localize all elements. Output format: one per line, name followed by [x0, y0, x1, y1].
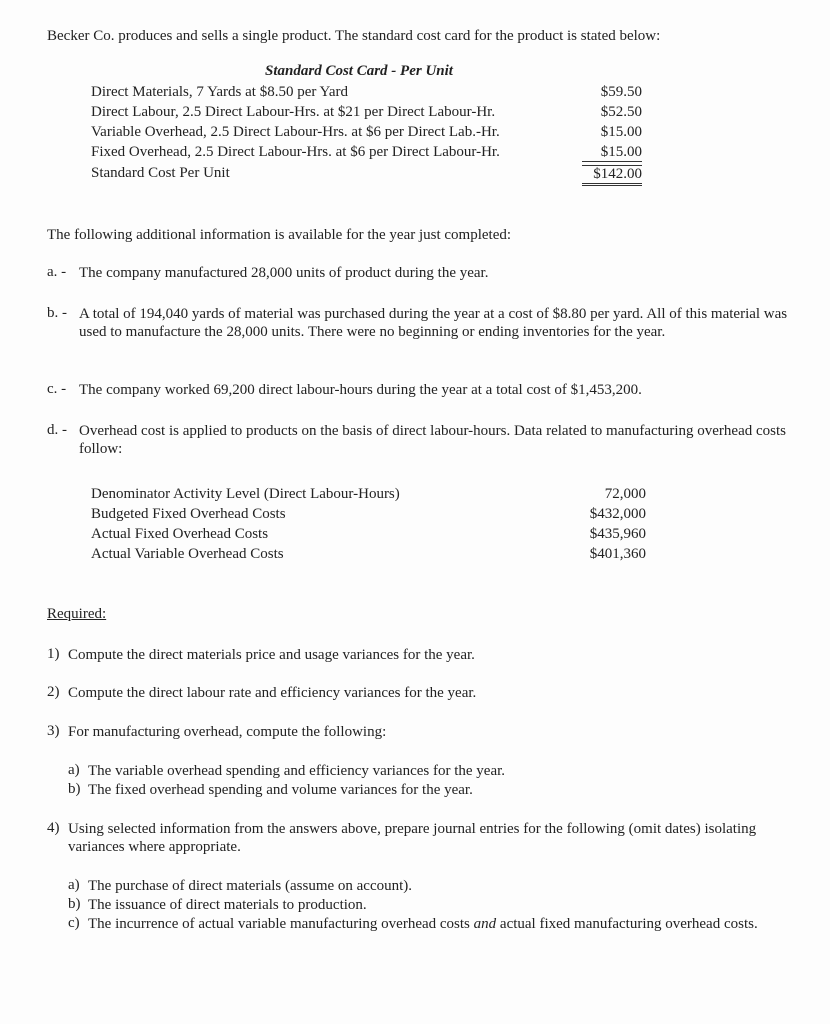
- overhead-label: Actual Variable Overhead Costs: [91, 546, 284, 562]
- question-3: [47, 723, 807, 741]
- info-item-text: The company worked 69,200 direct labour-hours during the year at a total cost of $1,453,200.: [79, 382, 642, 398]
- info-item-text: Overhead cost is applied to products on the basis of direct labour-hours. Data related to manufacturing overhead costs follow:: [79, 423, 786, 457]
- overhead-label: Budgeted Fixed Overhead Costs: [91, 506, 286, 522]
- sub-marker: a): [68, 877, 80, 893]
- question-text: Compute the direct labour rate and efficiency variances for the year.: [68, 685, 477, 701]
- question-3-sub-b: [68, 781, 808, 799]
- overhead-value: $401,360: [589, 546, 646, 562]
- cost-card-row-amount: $15.00: [600, 124, 642, 140]
- sub-text: The issuance of direct materials to production.: [88, 897, 367, 913]
- sub-marker: c): [68, 915, 80, 931]
- sub-text: The variable overhead spending and efficiency variances for the year.: [88, 763, 506, 779]
- cost-card-total-amount: $142.00: [582, 165, 642, 186]
- overhead-label: Denominator Activity Level (Direct Labour-Hours): [91, 486, 400, 502]
- question-text: Compute the direct materials price and usage variances for the year.: [68, 647, 475, 663]
- sub-text-emphasis: and: [473, 916, 497, 932]
- sub-text-part: actual fixed manufacturing overhead costs.: [496, 916, 758, 932]
- cost-card-row-amount: $15.00: [582, 144, 642, 162]
- sub-text-part: The incurrence of actual variable manufacturing overhead costs: [88, 916, 474, 932]
- cost-card-row-amount: $52.50: [600, 104, 642, 120]
- info-item-a: [47, 264, 792, 282]
- overhead-label: Actual Fixed Overhead Costs: [91, 526, 269, 542]
- intro-text: Becker Co. produces and sells a single product. The standard cost card for the product is stated below:: [47, 28, 661, 44]
- info-item-d: [47, 422, 792, 458]
- cost-card-row-label: Variable Overhead, 2.5 Direct Labour-Hrs. at $6 per Direct Lab.-Hr.: [91, 124, 500, 140]
- sub-marker: a): [68, 762, 80, 778]
- question-1: [47, 646, 807, 664]
- additional-info-intro: The following additional information is available for the year just completed:: [47, 227, 512, 243]
- question-marker: 3): [47, 723, 60, 739]
- question-marker: 4): [47, 820, 60, 836]
- overhead-value: $432,000: [589, 506, 646, 522]
- cost-card-row-label: Direct Labour, 2.5 Direct Labour-Hrs. at $21 per Direct Labour-Hr.: [91, 104, 496, 120]
- question-text: For manufacturing overhead, compute the following:: [68, 724, 387, 740]
- cost-card-total-label: Standard Cost Per Unit: [91, 165, 230, 181]
- question-2: [47, 684, 807, 702]
- cost-card-row-amount: $59.50: [600, 84, 642, 100]
- sub-text: The purchase of direct materials (assume on account).: [88, 878, 413, 894]
- question-text: Using selected information from the answers above, prepare journal entries for the following (omit dates) isolating variances where appropriate.: [68, 821, 757, 855]
- required-heading: Required:: [47, 606, 107, 622]
- question-4-sub-c: [68, 915, 798, 933]
- overhead-value: 72,000: [604, 486, 646, 502]
- question-4-sub-a: [68, 877, 808, 895]
- info-item-text: The company manufactured 28,000 units of product during the year.: [79, 265, 489, 281]
- info-item-c: [47, 381, 792, 399]
- question-4: [47, 820, 807, 856]
- sub-marker: b): [68, 896, 81, 912]
- overhead-value: $435,960: [589, 526, 646, 542]
- cost-card-row-label: Direct Materials, 7 Yards at $8.50 per Yard: [91, 84, 349, 100]
- info-item-text: A total of 194,040 yards of material was purchased during the year at a cost of $8.80 per yard. All of this material was used to manufacture the 28,000 units. There were no beginning or ending inventories for the year.: [79, 306, 788, 340]
- info-item-marker: d. -: [47, 422, 67, 438]
- sub-text: [68, 915, 798, 933]
- question-4-sub-b: [68, 896, 808, 914]
- question-3-sub-a: [68, 762, 808, 780]
- info-item-marker: c. -: [47, 381, 67, 397]
- cost-card-title: Standard Cost Card - Per Unit: [265, 63, 453, 79]
- cost-card-row-label: Fixed Overhead, 2.5 Direct Labour-Hrs. at $6 per Direct Labour-Hr.: [91, 144, 500, 160]
- question-marker: 2): [47, 684, 60, 700]
- sub-marker: b): [68, 781, 81, 797]
- info-item-b: [47, 305, 792, 341]
- info-item-marker: b. -: [47, 305, 67, 321]
- info-item-marker: a. -: [47, 264, 67, 280]
- sub-text: The fixed overhead spending and volume variances for the year.: [88, 782, 473, 798]
- question-marker: 1): [47, 646, 60, 662]
